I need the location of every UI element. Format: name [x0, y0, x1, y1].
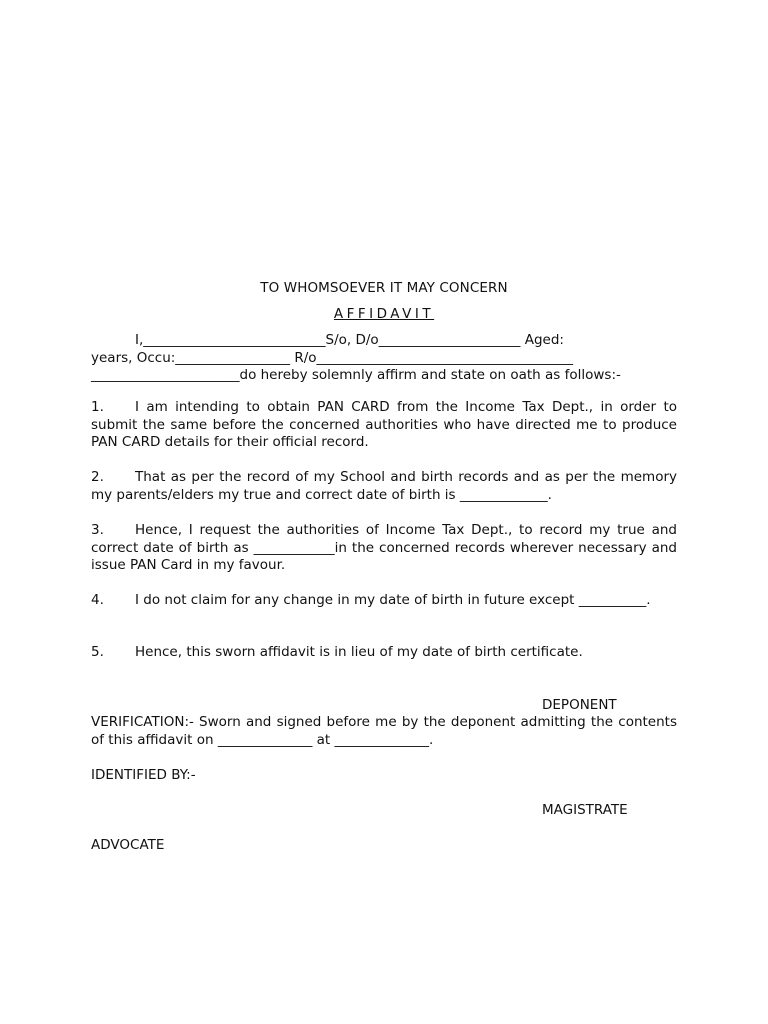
affidavit-heading: AFFIDAVIT: [333, 306, 435, 322]
paragraph-number: 2.: [91, 469, 104, 485]
identified-by-label: IDENTIFIED BY:-: [91, 767, 196, 783]
paragraph-3: [91, 522, 677, 575]
document-title: TO WHOMSOEVER IT MAY CONCERN: [260, 280, 508, 296]
paragraph-2: [91, 469, 677, 504]
verification-text: VERIFICATION:- Sworn and signed before me by the deponent admitting the contents of this affidavit on ______________ at ______________.: [91, 714, 677, 748]
paragraph-number: 1.: [91, 399, 104, 415]
paragraph-text: I am intending to obtain PAN CARD from the Income Tax Dept., in order to submit the same before the concerned authorities who have directed me to produce PAN CARD details for their official record.: [91, 399, 677, 450]
deponent-label: DEPONENT: [542, 697, 617, 713]
advocate-label: ADVOCATE: [91, 837, 165, 853]
paragraph-text: Hence, this sworn affidavit is in lieu of my date of birth certificate.: [135, 644, 583, 660]
paragraph-number: 4.: [91, 592, 104, 608]
paragraph-text: That as per the record of my School and birth records and as per the memory my parents/elders my true and correct date of birth is _____________.: [91, 469, 677, 503]
intro-line-3: ______________________do hereby solemnly affirm and state on oath as follows:-: [91, 367, 621, 383]
magistrate-label: MAGISTRATE: [542, 802, 628, 818]
intro-line-1: I,___________________________S/o, D/o_____________________ Aged:: [135, 332, 564, 348]
paragraph-text: I do not claim for any change in my date of birth in future except __________.: [135, 592, 651, 608]
intro-block: [91, 332, 677, 385]
intro-line-2: years, Occu:_________________ R/o______________________________________: [91, 349, 574, 366]
paragraph-4: [91, 592, 677, 610]
paragraph-1: [91, 399, 677, 452]
paragraph-text: Hence, I request the authorities of Income Tax Dept., to record my true and correct date of birth as ____________in the concerned records wherever necessary and issue PAN Card in my favour.: [91, 522, 677, 573]
paragraph-5: [91, 644, 677, 662]
paragraph-number: 5.: [91, 644, 104, 660]
paragraph-number: 3.: [91, 522, 104, 538]
